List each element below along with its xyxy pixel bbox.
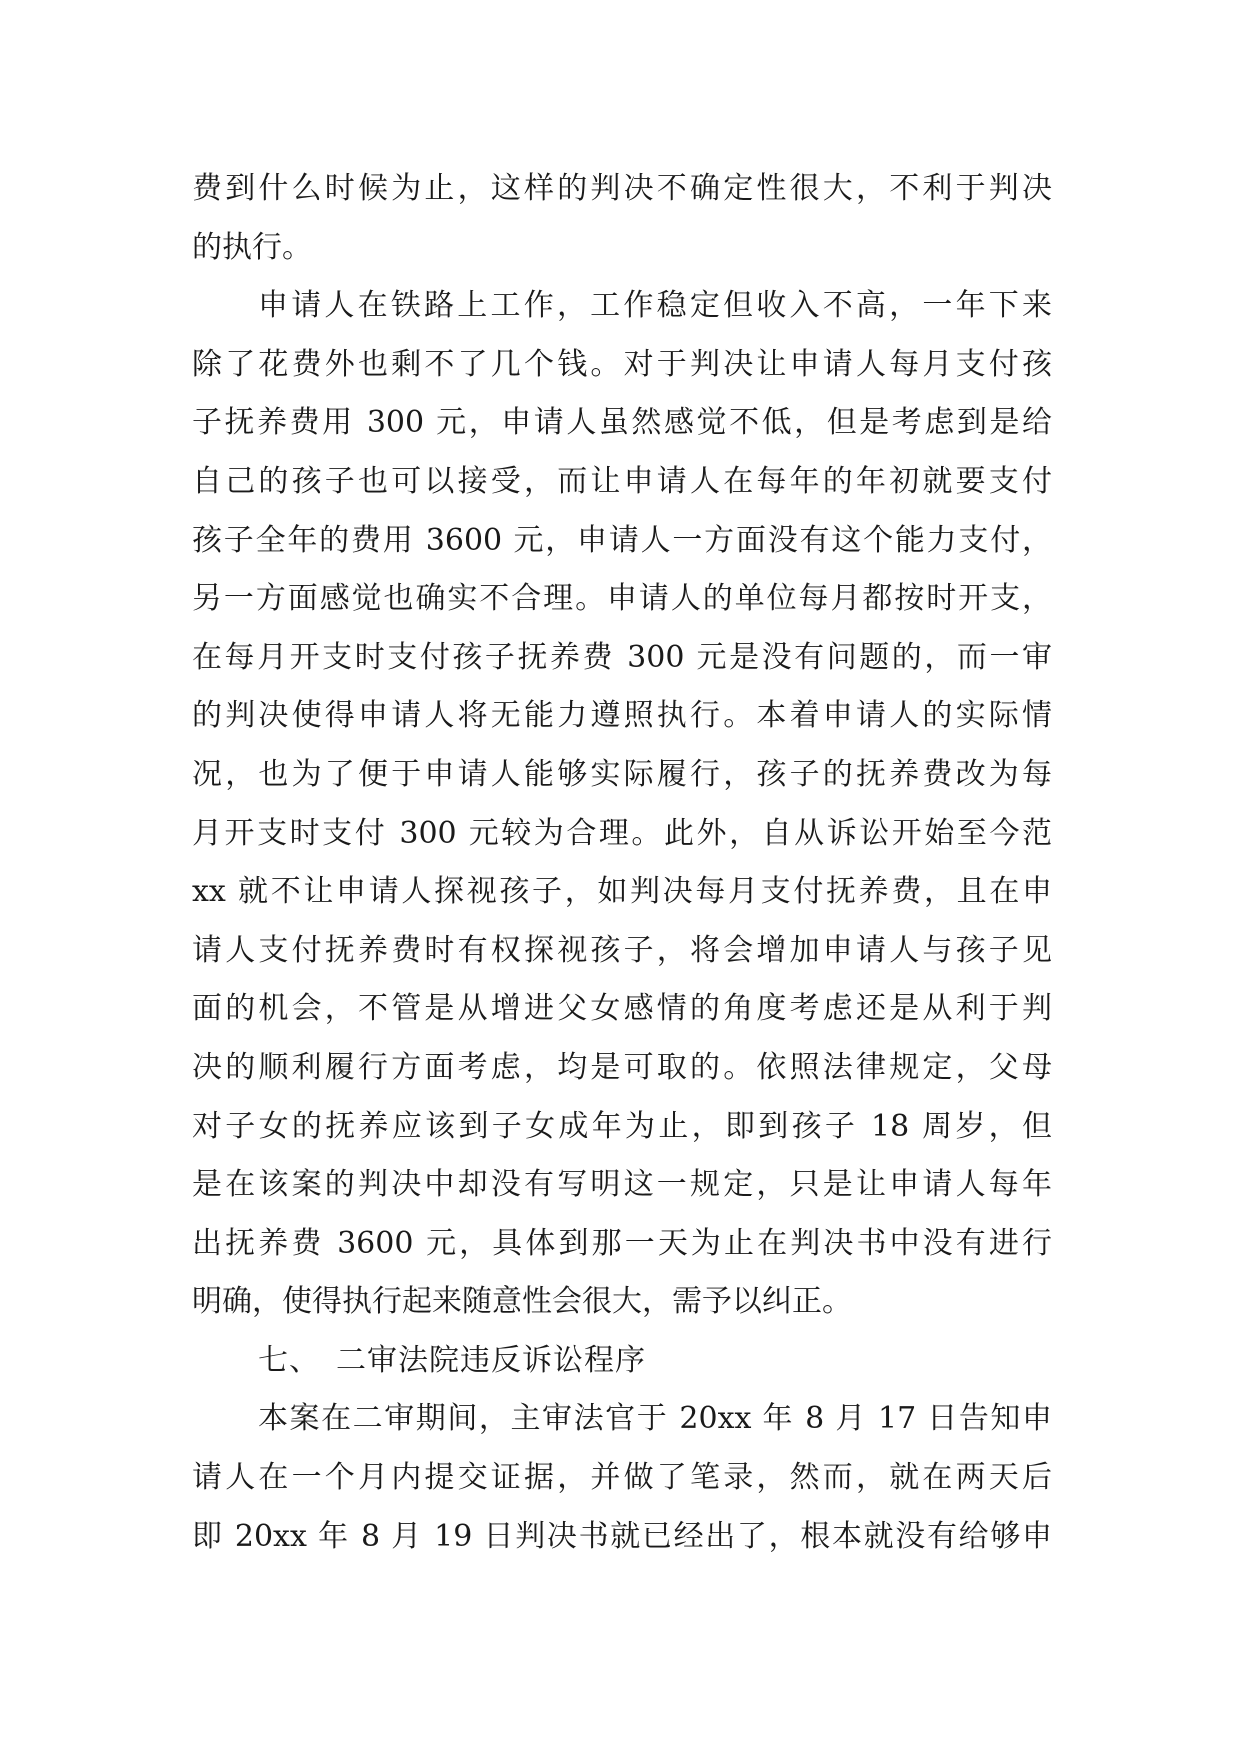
text-line: 请人在一个月内提交证据，并做了笔录，然而，就在两天后 [192, 1460, 1052, 1496]
text-line: 子抚养费用 300 元，申请人虽然感觉不低，但是考虑到是给 [192, 405, 1052, 441]
text-line: 面的机会，不管是从增进父女感情的角度考虑还是从利于判 [192, 991, 1052, 1027]
text-line: 自己的孩子也可以接受，而让申请人在每年的年初就要支付 [192, 463, 1052, 499]
text-line: 的判决使得申请人将无能力遵照执行。本着申请人的实际情 [192, 698, 1052, 734]
text-line: 况，也为了便于申请人能够实际履行，孩子的抚养费改为每 [192, 756, 1052, 792]
document-body [192, 160, 1052, 1566]
text-line: 明确，使得执行起来随意性会很大，需予以纠正。 [192, 1284, 852, 1320]
text-line: 另一方面感觉也确实不合理。申请人的单位每月都按时开支， [192, 581, 1052, 617]
text-line: 即 20xx 年 8 月 19 日判决书就已经出了，根本就没有给够申 [192, 1518, 1052, 1554]
text-line: 在每月开支时支付孩子抚养费 300 元是没有问题的，而一审 [192, 639, 1052, 675]
text-line: 决的顺利履行方面考虑，均是可取的。依照法律规定，父母 [192, 1049, 1052, 1085]
text-line: 费到什么时候为止，这样的判决不确定性很大，不利于判决 [192, 171, 1052, 206]
text-line: 除了花费外也剩不了几个钱。对于判决让申请人每月支付孩 [192, 346, 1052, 382]
text-line: 月开支时支付 300 元较为合理。此外，自从诉讼开始至今范 [192, 815, 1052, 851]
text-line: 的执行。 [192, 229, 312, 265]
text-line: 请人支付抚养费时有权探视孩子，将会增加申请人与孩子见 [192, 932, 1052, 968]
section-heading: 七、 二审法院违反诉讼程序 [258, 1342, 646, 1378]
paragraph-first-line: 本案在二审期间，主审法官于 20xx 年 8 月 17 日告知申 [258, 1401, 1052, 1437]
text-line: xx 就不让申请人探视孩子，如判决每月支付抚养费，且在申 [192, 874, 1052, 910]
text-line: 是在该案的判决中却没有写明这一规定，只是让申请人每年 [192, 1167, 1052, 1203]
paragraph-first-line: 申请人在铁路上工作，工作稳定但收入不高，一年下来 [258, 288, 1052, 324]
text-line: 对子女的抚养应该到子女成年为止，即到孩子 18 周岁，但 [192, 1108, 1052, 1144]
text-line: 孩子全年的费用 3600 元，申请人一方面没有这个能力支付， [192, 522, 1052, 558]
text-line: 出抚养费 3600 元，具体到那一天为止在判决书中没有进行 [192, 1225, 1052, 1261]
